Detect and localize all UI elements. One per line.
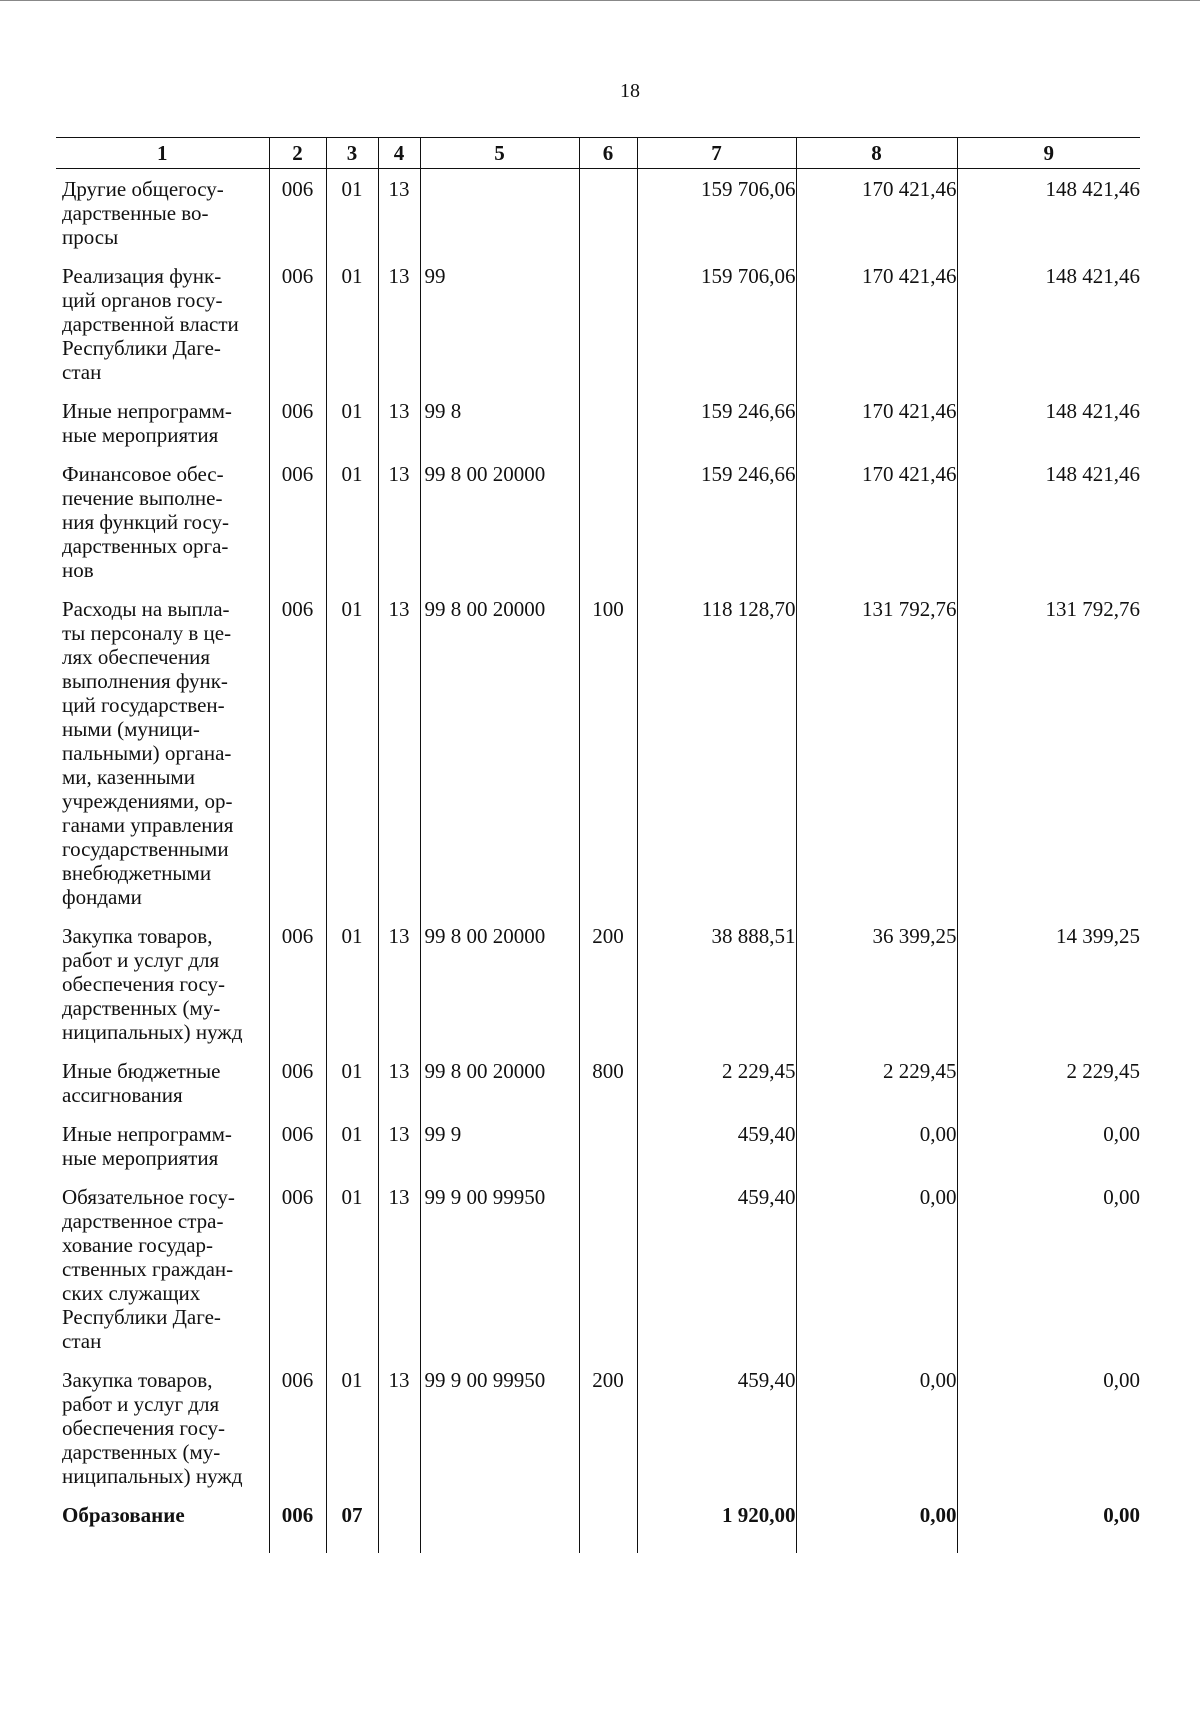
subsection-code: 13	[378, 909, 420, 1044]
amount-col-8: 0,00	[796, 1107, 957, 1170]
table-row	[56, 909, 1140, 1044]
amount-col-9: 14 399,25	[957, 909, 1140, 1044]
subsection-code: 13	[378, 582, 420, 909]
line-item-name: Финансовое обес- печение выполне- ния функций госу- дарственных орга- нов	[62, 462, 230, 582]
column-header-2: 2	[269, 138, 326, 169]
ministry-code: 006	[269, 447, 326, 582]
target-item-code: 99 9 00 99950	[420, 1353, 579, 1488]
subsection-code: 13	[378, 1170, 420, 1353]
amount-col-8: 0,00	[796, 1353, 957, 1488]
amount-col-8: 170 421,46	[796, 384, 957, 447]
amount-col-8: 0,00	[796, 1488, 957, 1553]
ministry-code: 006	[269, 582, 326, 909]
column-header-8: 8	[796, 138, 957, 169]
amount-col-7: 459,40	[637, 1107, 796, 1170]
page-number: 18	[620, 80, 640, 102]
header-row	[56, 138, 1140, 169]
target-item-code: 99	[420, 249, 579, 384]
amount-col-9: 0,00	[957, 1488, 1140, 1553]
target-item-code: 99 8 00 20000	[420, 1044, 579, 1107]
amount-col-7: 1 920,00	[637, 1488, 796, 1553]
table-row	[56, 1353, 1140, 1488]
amount-col-7: 2 229,45	[637, 1044, 796, 1107]
table-row	[56, 384, 1140, 447]
target-item-code	[420, 1488, 579, 1553]
section-code: 01	[326, 384, 378, 447]
ministry-code: 006	[269, 169, 326, 250]
ministry-code: 006	[269, 1488, 326, 1553]
ministry-code: 006	[269, 1044, 326, 1107]
column-header-6: 6	[579, 138, 637, 169]
column-header-3: 3	[326, 138, 378, 169]
section-code: 01	[326, 1353, 378, 1488]
subsection-code: 13	[378, 1044, 420, 1107]
section-code: 01	[326, 1044, 378, 1107]
amount-col-7: 118 128,70	[637, 582, 796, 909]
section-code: 01	[326, 169, 378, 250]
ministry-code: 006	[269, 909, 326, 1044]
target-item-code: 99 8 00 20000	[420, 582, 579, 909]
expense-type-code: 200	[579, 1353, 637, 1488]
amount-col-7: 38 888,51	[637, 909, 796, 1044]
scan-edge-line	[0, 0, 1200, 1]
table-body	[56, 169, 1140, 1554]
table-row	[56, 249, 1140, 384]
amount-col-7: 159 706,06	[637, 169, 796, 250]
expense-type-code	[579, 1170, 637, 1353]
subsection-code: 13	[378, 447, 420, 582]
section-code: 01	[326, 582, 378, 909]
amount-col-9: 148 421,46	[957, 384, 1140, 447]
line-item-name: Расходы на выпла- ты персоналу в це- лях обеспечения выполнения функ- ций государствен- ными (муници- пальными) органа- ми, казенными учреждениями, ор- ганами управления государственными внебюджетными фондами	[62, 597, 234, 909]
subsection-code	[378, 1488, 420, 1553]
amount-col-9: 131 792,76	[957, 582, 1140, 909]
subsection-code: 13	[378, 249, 420, 384]
column-header-7: 7	[637, 138, 796, 169]
target-item-code: 99 8	[420, 384, 579, 447]
column-header-4: 4	[378, 138, 420, 169]
amount-col-8: 170 421,46	[796, 249, 957, 384]
table-row	[56, 1044, 1140, 1107]
amount-col-7: 159 246,66	[637, 384, 796, 447]
amount-col-7: 459,40	[637, 1170, 796, 1353]
section-code: 01	[326, 1170, 378, 1353]
expense-type-code	[579, 249, 637, 384]
target-item-code	[420, 169, 579, 250]
subsection-code: 13	[378, 1353, 420, 1488]
subsection-code: 13	[378, 169, 420, 250]
line-item-name: Иные бюджетные ассигнования	[62, 1059, 221, 1107]
expense-type-code: 800	[579, 1044, 637, 1107]
amount-col-8: 36 399,25	[796, 909, 957, 1044]
amount-col-7: 159 246,66	[637, 447, 796, 582]
amount-col-9: 148 421,46	[957, 447, 1140, 582]
section-code: 07	[326, 1488, 378, 1553]
expense-type-code	[579, 447, 637, 582]
table-row	[56, 169, 1140, 250]
section-code: 01	[326, 249, 378, 384]
amount-col-9: 148 421,46	[957, 169, 1140, 250]
target-item-code: 99 8 00 20000	[420, 447, 579, 582]
ministry-code: 006	[269, 249, 326, 384]
line-item-name: Образование	[62, 1503, 185, 1527]
amount-col-9: 2 229,45	[957, 1044, 1140, 1107]
table-row	[56, 582, 1140, 909]
target-item-code: 99 9	[420, 1107, 579, 1170]
table-header	[56, 138, 1140, 169]
line-item-name: Реализация функ- ций органов госу- дарственной власти Республики Даге- стан	[62, 264, 239, 384]
table-row	[56, 447, 1140, 582]
section-code: 01	[326, 1107, 378, 1170]
amount-col-7: 159 706,06	[637, 249, 796, 384]
line-item-name: Иные непрограмм- ные мероприятия	[62, 399, 232, 447]
section-code: 01	[326, 909, 378, 1044]
amount-col-9: 0,00	[957, 1170, 1140, 1353]
ministry-code: 006	[269, 1107, 326, 1170]
column-header-1: 1	[56, 138, 269, 169]
amount-col-9: 148 421,46	[957, 249, 1140, 384]
line-item-name: Другие общегосу- дарственные во- просы	[62, 177, 224, 249]
expense-type-code	[579, 1107, 637, 1170]
budget-table	[56, 137, 1140, 1553]
amount-col-7: 459,40	[637, 1353, 796, 1488]
column-header-9: 9	[957, 138, 1140, 169]
ministry-code: 006	[269, 1353, 326, 1488]
expense-type-code	[579, 384, 637, 447]
table-row	[56, 1488, 1140, 1553]
table-row	[56, 1107, 1140, 1170]
line-item-name: Обязательное госу- дарственное стра- хование государ- ственных граждан- ских служащих Республики Даге- стан	[62, 1185, 235, 1353]
ministry-code: 006	[269, 1170, 326, 1353]
amount-col-9: 0,00	[957, 1107, 1140, 1170]
amount-col-8: 0,00	[796, 1170, 957, 1353]
line-item-name: Иные непрограмм- ные мероприятия	[62, 1122, 232, 1170]
section-code: 01	[326, 447, 378, 582]
amount-col-9: 0,00	[957, 1353, 1140, 1488]
line-item-name: Закупка товаров, работ и услуг для обеспечения госу- дарственных (му- ниципальных) нужд	[62, 924, 243, 1044]
expense-type-code: 100	[579, 582, 637, 909]
subsection-code: 13	[378, 384, 420, 447]
table-row	[56, 1170, 1140, 1353]
expense-type-code: 200	[579, 909, 637, 1044]
target-item-code: 99 9 00 99950	[420, 1170, 579, 1353]
amount-col-8: 170 421,46	[796, 169, 957, 250]
amount-col-8: 2 229,45	[796, 1044, 957, 1107]
subsection-code: 13	[378, 1107, 420, 1170]
target-item-code: 99 8 00 20000	[420, 909, 579, 1044]
amount-col-8: 131 792,76	[796, 582, 957, 909]
amount-col-8: 170 421,46	[796, 447, 957, 582]
expense-type-code	[579, 1488, 637, 1553]
ministry-code: 006	[269, 384, 326, 447]
line-item-name: Закупка товаров, работ и услуг для обеспечения госу- дарственных (му- ниципальных) нужд	[62, 1368, 243, 1488]
expense-type-code	[579, 169, 637, 250]
column-header-5: 5	[420, 138, 579, 169]
